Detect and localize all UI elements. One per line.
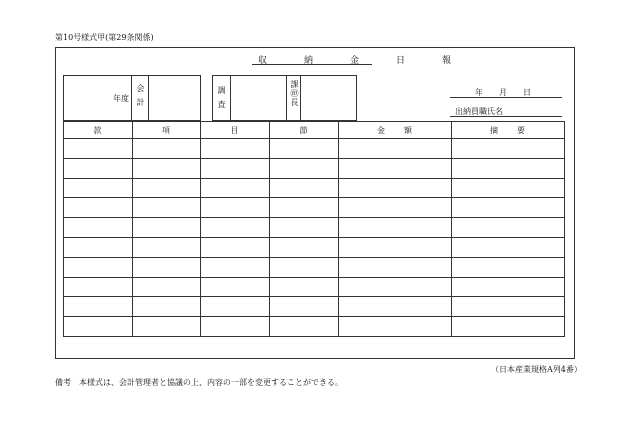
table-cell[interactable] xyxy=(133,198,201,218)
column-header: 項 xyxy=(133,122,201,139)
table-cell[interactable] xyxy=(339,158,452,178)
table-cell[interactable] xyxy=(64,198,133,218)
column-header: 節 xyxy=(270,122,339,139)
table-cell[interactable] xyxy=(133,297,201,317)
table-cell[interactable] xyxy=(452,198,565,218)
table-cell[interactable] xyxy=(452,237,565,257)
table-cell[interactable] xyxy=(64,257,133,277)
table-cell[interactable] xyxy=(201,178,270,198)
table-cell[interactable] xyxy=(339,218,452,238)
inspection-label: 調査 xyxy=(217,86,226,114)
table-cell[interactable] xyxy=(270,139,339,159)
table-cell[interactable] xyxy=(452,218,565,238)
divider xyxy=(230,75,231,121)
account-label: 会計 xyxy=(136,84,145,112)
table-cell[interactable] xyxy=(133,139,201,159)
table-cell[interactable] xyxy=(133,257,201,277)
table-row xyxy=(64,237,565,257)
table-cell[interactable] xyxy=(270,277,339,297)
table-row xyxy=(64,139,565,159)
table-cell[interactable] xyxy=(339,297,452,317)
table-cell[interactable] xyxy=(339,237,452,257)
table-cell[interactable] xyxy=(201,257,270,277)
table-cell[interactable] xyxy=(133,317,201,337)
table-cell[interactable] xyxy=(339,277,452,297)
table-cell[interactable] xyxy=(201,297,270,317)
table-cell[interactable] xyxy=(452,277,565,297)
table-row xyxy=(64,198,565,218)
date-underline xyxy=(450,97,562,98)
table-cell[interactable] xyxy=(339,178,452,198)
table-row xyxy=(64,257,565,277)
date-field: 年 月 日 xyxy=(475,88,531,97)
divider xyxy=(131,75,132,121)
table-cell[interactable] xyxy=(64,297,133,317)
fiscal-year-label: 年度 xyxy=(113,94,129,103)
table-cell[interactable] xyxy=(133,178,201,198)
clerk-name-label: 出納員職氏名 xyxy=(455,107,503,116)
table-row xyxy=(64,218,565,238)
table-cell[interactable] xyxy=(270,218,339,238)
column-header: 款 xyxy=(64,122,133,139)
table-cell[interactable] xyxy=(133,237,201,257)
table-row xyxy=(64,317,565,337)
table-cell[interactable] xyxy=(201,218,270,238)
table-cell[interactable] xyxy=(64,178,133,198)
table-cell[interactable] xyxy=(201,317,270,337)
table-cell[interactable] xyxy=(201,158,270,178)
table-cell[interactable] xyxy=(133,277,201,297)
table-cell[interactable] xyxy=(339,139,452,159)
paper-standard-note: （日本産業規格A列4番） xyxy=(491,365,582,374)
divider xyxy=(300,75,301,121)
table-cell[interactable] xyxy=(452,257,565,277)
table-cell[interactable] xyxy=(64,218,133,238)
table-cell[interactable] xyxy=(452,178,565,198)
column-header: 目 xyxy=(201,122,270,139)
table-cell[interactable] xyxy=(270,178,339,198)
table-header-row xyxy=(64,122,565,139)
fiscal-year-box xyxy=(63,75,201,121)
clerk-underline xyxy=(450,116,562,117)
table-cell[interactable] xyxy=(452,158,565,178)
title-underline xyxy=(252,64,372,65)
table-row xyxy=(64,297,565,317)
table-cell[interactable] xyxy=(64,317,133,337)
table-row xyxy=(64,178,565,198)
table-cell[interactable] xyxy=(64,139,133,159)
remarks: 備考 本様式は、会計管理者と協議の上、内容の一部を変更することができる。 xyxy=(55,378,343,387)
table-cell[interactable] xyxy=(201,237,270,257)
table-cell[interactable] xyxy=(339,257,452,277)
table-row xyxy=(64,277,565,297)
table-cell[interactable] xyxy=(270,237,339,257)
table-cell[interactable] xyxy=(270,198,339,218)
receipts-table xyxy=(63,121,565,337)
approval-box xyxy=(212,75,357,121)
table-row xyxy=(64,158,565,178)
column-header: 金 額 xyxy=(339,122,452,139)
divider xyxy=(148,75,149,121)
table-cell[interactable] xyxy=(201,277,270,297)
table-cell[interactable] xyxy=(270,158,339,178)
column-header: 摘 要 xyxy=(452,122,565,139)
table-cell[interactable] xyxy=(201,139,270,159)
form-label: 第10号様式甲(第29条関係) xyxy=(55,33,154,42)
table-cell[interactable] xyxy=(270,317,339,337)
form-title: 収 納 金 日 報 xyxy=(258,56,466,66)
table-cell[interactable] xyxy=(64,277,133,297)
table-cell[interactable] xyxy=(270,257,339,277)
divider xyxy=(286,75,287,121)
table-cell[interactable] xyxy=(452,139,565,159)
table-cell[interactable] xyxy=(201,198,270,218)
table-cell[interactable] xyxy=(452,297,565,317)
table-cell[interactable] xyxy=(339,198,452,218)
table-cell[interactable] xyxy=(64,237,133,257)
table-cell[interactable] xyxy=(270,297,339,317)
table-cell[interactable] xyxy=(133,218,201,238)
section-chief-label: 課㊞長 xyxy=(290,80,299,107)
table-cell[interactable] xyxy=(452,317,565,337)
table-cell[interactable] xyxy=(133,158,201,178)
table-cell[interactable] xyxy=(339,317,452,337)
table-cell[interactable] xyxy=(64,158,133,178)
